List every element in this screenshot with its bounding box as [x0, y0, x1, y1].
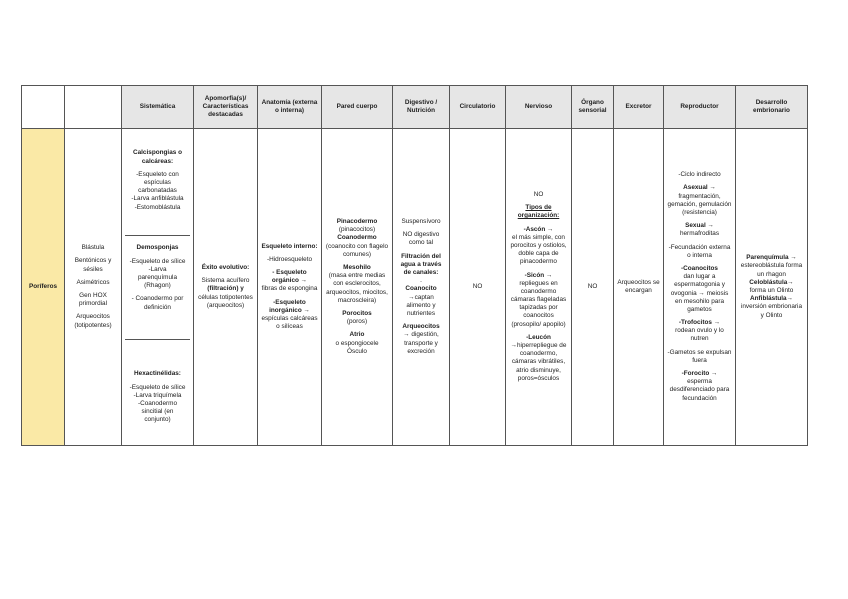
description-line: Asimétricos	[76, 278, 110, 286]
pared-text: (pinacocitos)	[338, 226, 376, 234]
header-row	[22, 86, 808, 129]
nervioso-tipos-title: Tipos de organización:	[517, 204, 560, 220]
demosponjas-title: Demosponjas	[136, 244, 179, 252]
description-line: Blástula	[81, 244, 105, 252]
description-line: Bentónicos y sésiles	[74, 257, 112, 273]
organo-sensorial-cell: NO	[572, 129, 614, 446]
group-label: Poríferos	[22, 129, 65, 446]
desarrollo-text: inversión embrionaria y Olinto	[740, 303, 803, 319]
reproductor-term: -Trofocitos →	[678, 319, 721, 327]
digestivo-line: →captan alimento y nutrientes	[406, 293, 436, 317]
anatomia-line-bold: - Esqueleto orgánico →	[271, 269, 308, 285]
pared-text: (poros)	[346, 318, 368, 326]
reproductor-line: dan lugar a espermatogonia y ovogonia → meiosis en mesohilo para gametos	[670, 273, 729, 313]
reproductor-line: -Gametos se expulsan fuera	[667, 348, 732, 364]
header-nervioso: Nervioso	[506, 86, 572, 129]
reproductor-cell	[664, 129, 736, 446]
digestivo-term: Arqueocitos	[402, 323, 440, 331]
header-reproductor: Reproductor	[664, 86, 736, 129]
anatomia-line: espículas calcáreas o silíceas	[261, 314, 318, 331]
hexactinelidas-line: -Esqueleto de sílice	[129, 383, 186, 391]
digestivo-line: Suspensívoro	[401, 218, 441, 226]
demosponjas-line: -Esqueleto de sílice	[129, 257, 186, 265]
nervioso-term: -Sicón →	[524, 271, 553, 279]
nervioso-text: repliegues en coanodermo cámaras flageladas tapizadas por coanocitos (prosopilo/ apopilo)	[510, 279, 567, 328]
nervioso-term: -Leucón	[526, 333, 551, 341]
desarrollo-term: Celoblástula→	[749, 278, 794, 286]
reproductor-term: Sexual →	[685, 222, 714, 230]
description-cell	[65, 129, 122, 446]
anatomia-line-bold: Esqueleto interno:	[261, 242, 318, 250]
apomorfia-cell	[194, 129, 258, 446]
demosponjas-block	[125, 236, 190, 340]
hexactinelidas-title: Hexactinélidas:	[134, 370, 181, 378]
pared-term: Atrio	[349, 331, 365, 339]
reproductor-term: Asexual →	[683, 184, 716, 192]
digestivo-term: Coanocito	[405, 285, 437, 293]
reproductor-line: -Fecundación externa o interna	[668, 243, 731, 259]
pared-text: (coanocito con flagelo comunes)	[325, 242, 389, 258]
apomorfia-post: células totipotentes (arqueocitos)	[198, 293, 253, 309]
reproductor-line: esperma desdiferenciado para fecundación	[669, 378, 730, 402]
anatomia-line-bold: -Esqueleto inorgánico →	[269, 298, 310, 314]
calcisponjas-title: Calcispongias o calcáreas:	[132, 149, 182, 165]
digestivo-line: NO digestivo como tal	[402, 231, 440, 247]
digestivo-line: .	[420, 277, 422, 285]
calcisponjas-line: -Esqueleto con espículas carbonatadas	[136, 170, 179, 195]
demosponjas-line: -Larva parenquímula (Rhagon)	[137, 265, 178, 290]
desarrollo-term: Anfiblástula→	[750, 295, 793, 303]
desarrollo-cell	[736, 129, 808, 446]
desarrollo-term: Parenquímula →	[746, 254, 797, 262]
digestivo-term: Filtración del agua a través de canales:	[400, 252, 442, 277]
header-circulatorio: Circulatorio	[450, 86, 506, 129]
nervioso-no: NO	[533, 191, 544, 199]
reproductor-line: hermafroditas	[679, 230, 720, 238]
circulatorio-cell: NO	[450, 129, 506, 446]
header-organo-sensorial: Órgano sensorial	[572, 86, 614, 129]
porifera-table	[21, 85, 808, 446]
header-sistematica: Sistemática	[122, 86, 194, 129]
pared-cuerpo-cell	[322, 129, 393, 446]
calcisponjas-line: -Larva anfiblástula	[131, 195, 184, 203]
header-cell-empty-2	[65, 86, 122, 129]
reproductor-line: -Ciclo indirecto	[678, 171, 721, 179]
demosponjas-line: - Coanodermo por definición	[131, 295, 184, 311]
desarrollo-text: forma un Olinto	[749, 287, 794, 294]
nervioso-cell	[506, 129, 572, 446]
reproductor-line: fragmentación, gemación, gemulación (resistencia)	[667, 192, 732, 216]
desarrollo-text: estereoblástula forma un rhagon	[740, 262, 803, 278]
apomorfia-title: Éxito evolutivo:	[201, 264, 250, 272]
pared-text: (masa entre medias con esclerocitos, arqueocitos, miocitos, macroscleira)	[326, 272, 388, 304]
header-anatomia: Anatomía (externa o interna)	[258, 86, 322, 129]
header-excretor: Excretor	[614, 86, 664, 129]
excretor-cell: Arqueocitos se encargan	[614, 129, 664, 446]
anatomia-line: fibras de espongina	[261, 285, 318, 293]
table-row-poriferos	[22, 129, 808, 446]
digestivo-cell	[393, 129, 450, 446]
nervioso-term: -Ascón →	[523, 225, 554, 233]
sistematica-cell	[122, 129, 194, 446]
header-desarrollo: Desarrollo embrionario	[736, 86, 808, 129]
pared-text: o espongiocele Ósculo	[335, 339, 379, 355]
header-digestivo: Digestivo / Nutrición	[393, 86, 450, 129]
reproductor-term: -Forocito →	[681, 370, 718, 377]
pared-term: Pinacodermo	[336, 218, 378, 226]
digestivo-line: → digestión, transporte y excreción	[403, 331, 439, 355]
anatomia-line: -Hidroesqueleto	[266, 255, 313, 263]
nervioso-text: el más simple, con porocitos y ostiolos, doble capa de pinacodermo	[510, 233, 567, 266]
description-line: Arqueocitos (totipotentes)	[74, 313, 112, 329]
nervioso-text: →hiperrepliegue de coanodermo, cámaras vibrátiles, atrio disminuye, poros=ósculos	[510, 342, 567, 382]
hexactinelidas-block	[125, 340, 190, 427]
pared-term: Mesohilo	[343, 264, 371, 272]
reproductor-term: -Coanocitos	[681, 264, 718, 272]
pared-term: Porocitos	[342, 309, 372, 317]
calcisponjas-block	[125, 146, 190, 236]
anatomia-cell	[258, 129, 322, 446]
apomorfia-pre: Sistema acuífero	[201, 277, 250, 285]
header-apomorfia: Apomorfia(s)/ Características destacadas	[194, 86, 258, 129]
hexactinelidas-line: -Coanodermo sincitial (en conjunto)	[137, 400, 178, 424]
header-cell-empty-1	[22, 86, 65, 129]
hexactinelidas-line: -Larva triquímela	[133, 391, 182, 399]
apomorfia-bold: (filtración) y	[207, 285, 244, 293]
reproductor-line: rodean ovulo y lo nutren	[675, 327, 724, 343]
header-pared-cuerpo: Pared cuerpo	[322, 86, 393, 129]
description-line: Gen HOX primordial	[78, 292, 108, 308]
pared-term: Coanodermo	[337, 234, 377, 242]
calcisponjas-line: -Estomoblástula	[134, 203, 181, 211]
